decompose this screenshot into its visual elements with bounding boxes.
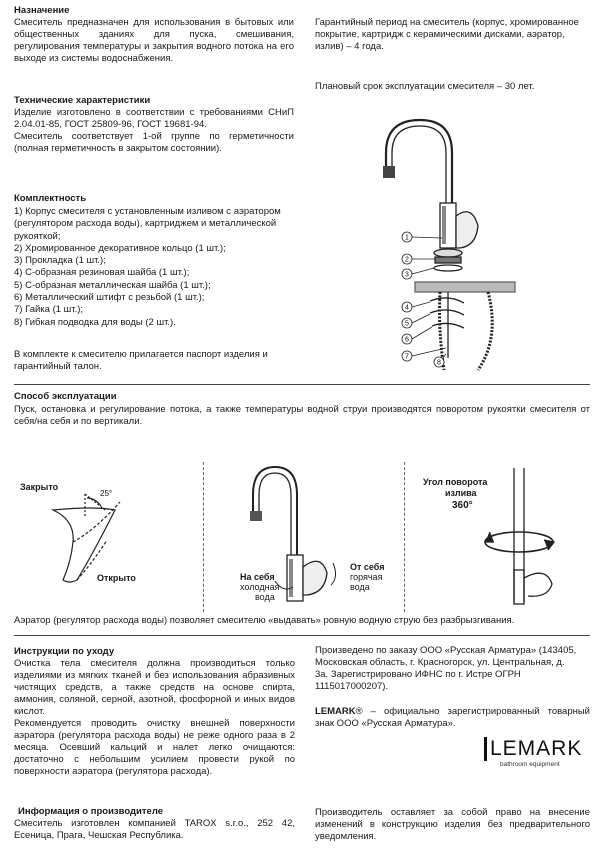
specs-text-1: Изделие изготовлено в соответствии с требованиями СНиП 2.04.01-85, ГОСТ 25809-96, ГОСТ 19681-94. (14, 107, 294, 130)
care-text-2: Рекомендуется проводить очистку внешней поверхности аэратора (регулятора расхода воды) не реже одного раза в 2 месяца. Осевший кальций и налет легко очищаются: достаточно с небольшим усилием провести рукой по поверхности аэратора (регулятора расхода). (14, 718, 295, 777)
service-life: Плановый срок эксплуатации смесителя – 30 лет. (315, 81, 535, 92)
warranty-text: Гарантийный период на смеситель (корпус, хромированное покрытие, картридж с керамическими дисками, аэратор, излив) – 4 года. (315, 17, 579, 52)
logo-text: LEMARK (490, 737, 583, 760)
towards-sub-1: холодная (240, 582, 280, 592)
care-text-1: Очистка тела смесителя должна производиться только изделиями из мягких тканей и без использования абразивных чистящих средств, а также средств на основе спирта, аммония, соляной, серной, азотной, фосфорной и иных видов кислот. (14, 658, 295, 717)
kit-item: рукояткой; (14, 230, 61, 242)
towards-sub-2: вода (255, 592, 275, 602)
manufacturer-text: Смеситель изготовлен компанией TAROX s.r.o., 252 42, Есеница, Прага, Чешская Республика. (14, 818, 295, 841)
label-open: Открыто (97, 573, 136, 583)
kit-list (14, 206, 299, 329)
kit-item: 4) С-образная резиновая шайба (1 шт.); (14, 267, 190, 279)
towards-label: На себя (240, 572, 275, 582)
angle-label: 25° (100, 489, 113, 498)
produced-text: Произведено по заказу ООО «Русская Арматура» (143405, Московская область, г. Красногорск, ул. Центральная, д. 3а. Зарегистрировано ИФНС по г. Истре ОГРН 1115017000207). (315, 645, 577, 692)
kit-item: (регулятором расхода воды), картриджем и металлической (14, 218, 277, 230)
exploded-faucet-diagram (360, 108, 530, 373)
part-number: 1 (405, 234, 409, 242)
purpose-title: Назначение (14, 5, 70, 16)
kit-note: В комплекте к смесителю прилагается паспорт изделия и гарантийный талон. (14, 349, 268, 372)
away-label: От себя (350, 562, 385, 572)
kit-item: 7) Гайка (1 шт.); (14, 304, 84, 316)
kit-item: 2) Хромированное декоративное кольцо (1 шт.); (14, 242, 226, 254)
part-number: 8 (437, 359, 441, 367)
panel-divider (404, 462, 405, 612)
rotation-label-2: излива (445, 488, 477, 498)
away-sub-1: горячая (350, 572, 383, 582)
part-number: 7 (405, 353, 409, 361)
brand-note-text: ® – официально зарегистрированный товарный знак ООО «Русская Арматура». (315, 706, 590, 729)
faucet-rotation-diagram (484, 462, 594, 608)
divider (14, 384, 590, 385)
specs-title: Технические характеристики (14, 95, 151, 106)
part-number: 5 (405, 320, 409, 328)
manufacturer-title: Информация о производителе (18, 806, 164, 817)
care-title: Инструкции по уходу (14, 646, 115, 657)
purpose-text: Смеситель предназначен для использования в бытовых или общественных зданиях для пуска, смешивания, регулирования температуры и закрытия водного потока на его выходе из системы водоснабжения. (14, 17, 294, 64)
kit-item: 8) Гибкая подводка для воды (2 шт.). (14, 316, 176, 328)
usage-text: Пуск, остановка и регулирование потока, а также температуры водной струи производятся поворотом рукоятки смесителя от себя/на себя и по вертикали. (14, 404, 590, 427)
rights-text: Производитель оставляет за собой право на внесение изменений в конструкцию изделия без предварительного уведомления. (315, 807, 590, 842)
brand-name: LEMARK (315, 706, 356, 717)
specs-text-2: Смеситель соответствует 1-ой группе по герметичности (полная герметичность в закрытом состоянии). (14, 131, 294, 154)
part-number: 3 (405, 271, 409, 279)
kit-item: 3) Прокладка (1 шт.); (14, 255, 106, 267)
rotation-label-3: 360° (452, 500, 473, 511)
lemark-logo (484, 737, 583, 773)
usage-title: Способ эксплуатации (14, 391, 117, 402)
label-closed: Закрыто (20, 482, 59, 492)
aerator-note: Аэратор (регулятор расхода воды) позволяет смесителю «выдавать» ровную водную струю без разбрызгивания. (14, 615, 515, 626)
part-number: 2 (405, 256, 409, 264)
divider (14, 635, 590, 636)
kit-item: 1) Корпус смесителя с установленным изливом с аэратором (14, 206, 281, 217)
handle-angle-diagram (45, 480, 155, 590)
kit-item: 5) С-образная металлическая шайба (1 шт.); (14, 279, 211, 291)
away-sub-2: вода (350, 582, 370, 592)
panel-divider (203, 462, 204, 612)
kit-item: 6) Металлический штифт с резьбой (1 шт.); (14, 292, 205, 304)
logo-sub: bathroom equipment (500, 761, 560, 768)
part-number: 4 (405, 304, 409, 312)
rotation-label-1: Угол поворота (423, 477, 488, 487)
part-number: 6 (405, 336, 409, 344)
kit-title: Комплектность (14, 193, 87, 204)
brand-note (315, 706, 590, 730)
